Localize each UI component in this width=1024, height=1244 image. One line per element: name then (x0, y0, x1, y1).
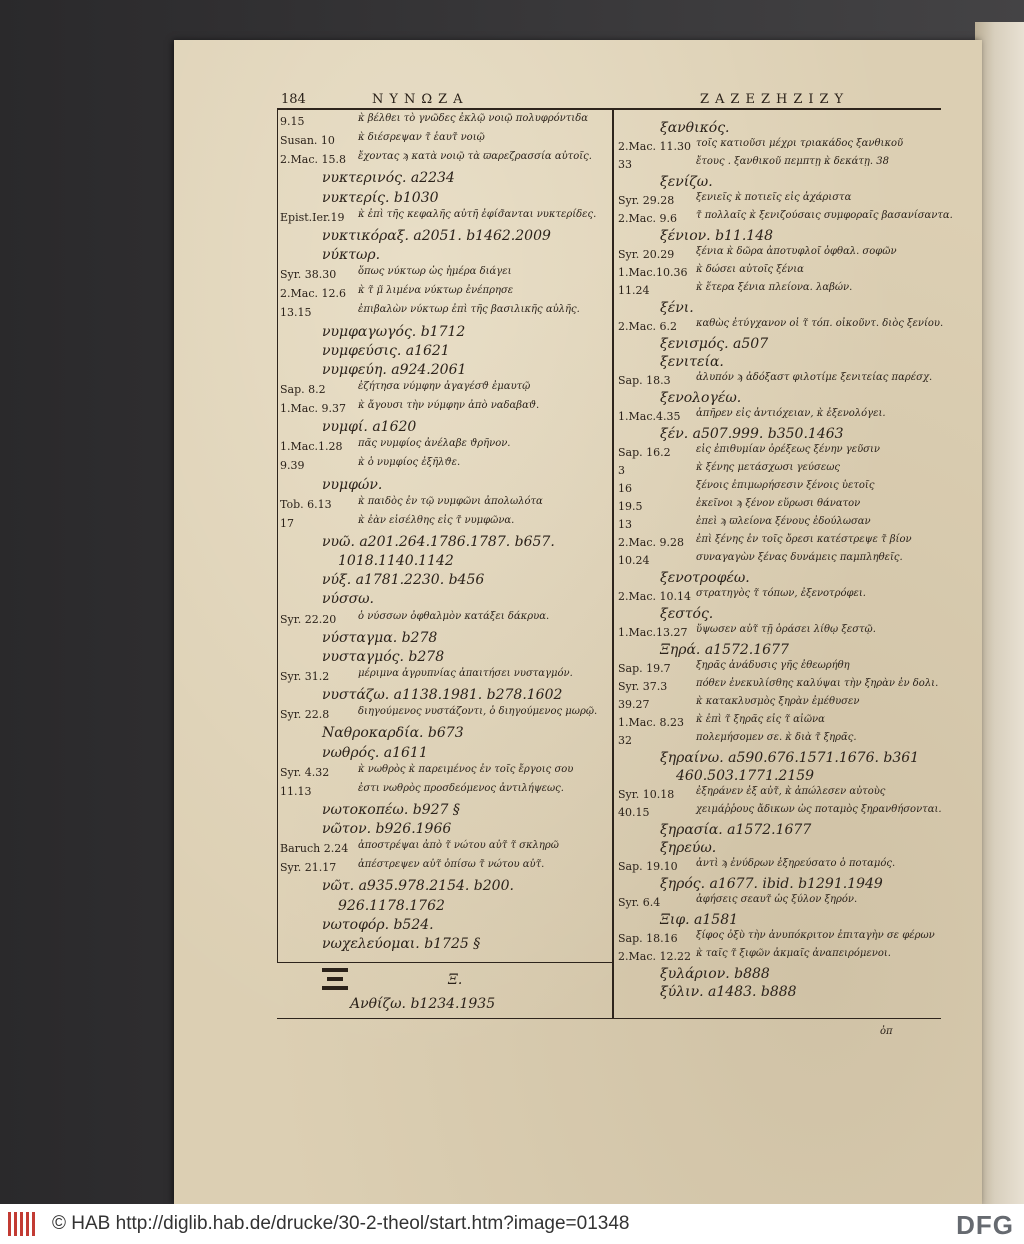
lemma-heading: 1018.1140.1142 (338, 553, 454, 570)
lemma-heading: νυμφεύη. a924.2061 (322, 361, 467, 378)
quotation-text: ἀλυπόν ϡ ἀδόξαστ φιλοτίμε ξενιτείας παρέσχ. (696, 372, 933, 383)
lemma-heading: ξεστός. (660, 606, 714, 622)
entry-reference: 2.Mac. 11.30 (618, 140, 691, 153)
lemma-heading: νυκτικόραξ. a2051. b1462.2009 (322, 227, 551, 244)
quotation-text: ὅπως νύκτωρ ὡς ἡμέρα διάγει (358, 266, 512, 278)
credit-link[interactable]: © HAB http://diglib.hab.de/drucke/30-2-theol/start.htm?image=01348 (52, 1213, 630, 1234)
lemma-heading: ξένιον. b11.148 (660, 228, 774, 244)
entry-reference: Sap. 18.16 (618, 932, 678, 945)
entry-reference: Sap. 19.7 (618, 662, 671, 675)
footer-bar (0, 1204, 1024, 1244)
quotation-text: κ̀ τ̃ μ̃ λιμένα νύκτωρ ἐνέπρησε (358, 285, 514, 297)
entry-reference: Tob. 6.13 (280, 497, 332, 511)
lemma-heading: νῶτον. b926.1966 (322, 821, 452, 838)
quotation-text: πολεμήσομεν σε. κ̀ διὰ τ̃ ξηρᾶς. (696, 732, 857, 743)
xi-letter: Ξ. (448, 972, 463, 988)
lemma-heading: νυμφαγωγός. b1712 (322, 323, 466, 340)
lemma-heading: νυμφεύσις. a1621 (322, 342, 450, 359)
quotation-text: ὕψωσεν αὐτ̃ τῇ ὁράσει λίθῳ ξεστῷ. (696, 624, 876, 635)
entry-reference: Susan. 10 (280, 134, 335, 148)
lemma-heading: ξηρεύω. (660, 840, 717, 856)
quotation-text: ἀπῆρεν εἰς ἀντιόχειαν, κ̀ ἐξενολόγει. (696, 408, 886, 419)
running-head-right: ΖΑΖΕΖΗΖΙΖΥ (700, 92, 850, 107)
entry-reference: 2.Mac. 9.6 (618, 212, 677, 225)
quotation-text: κ̀ δώσει αὐτοῖς ξένια (696, 264, 804, 275)
entry-reference: 9.15 (280, 115, 305, 128)
lemma-heading: νῶτ. a935.978.2154. b200. (322, 878, 514, 895)
quotation-text: ἐπὶ ξένης ἐν τοῖς ὄρεσι κατέστρεψε τ̃ βίον (696, 534, 912, 545)
quotation-text: ἐστι νωθρὸς προσδεόμενος ἀντιλήψεως. (358, 782, 564, 794)
xi-entry: Ανθίζω. b1234.1935 (350, 996, 496, 1012)
running-head-left: ΝΥΝΩΖΑ (372, 92, 469, 107)
lemma-heading: ξενισμός. a507 (660, 336, 769, 352)
quotation-text: κ̀ ξένης μετάσχωσι γεύσεως (696, 462, 840, 473)
lemma-heading: Ναθροκαρδία. b673 (322, 725, 464, 742)
lemma-heading: ξυλάριον. b888 (660, 966, 770, 982)
lemma-heading: ξενοτροφέω. (660, 570, 750, 586)
lemma-heading: ξενολογέω. (660, 390, 742, 406)
entry-reference: 33 (618, 158, 632, 171)
quotation-text: ἀντὶ ϡ ἐνύδρων ἐξηρεύσατο ὁ ποταμός. (696, 858, 896, 869)
column-divider (612, 108, 614, 1018)
quotation-text: ἐπιβαλὼν νύκτωρ ἐπὶ τῆς βασιλικῆς αὐλῆς. (358, 304, 580, 316)
quotation-text: κ̀ βέλθει τὸ γνῶδες ἐκλῷ νοιῷ πολυφρόντιδα (358, 113, 588, 124)
entry-reference: Syr. 22.20 (280, 612, 337, 626)
quotation-text: κ̀ ἄγουσι τὴν νύμφην ἀπὸ ναδαβαϑ. (358, 400, 540, 412)
quotation-text: καθὼς ἐτύγχανον οἱ τ̃ τόπ. οἰκοῦντ. διὸς ξενίου. (696, 318, 944, 329)
lemma-heading: Ξηρά. a1572.1677 (660, 642, 789, 658)
lemma-heading: νωθρός. a1611 (322, 744, 428, 761)
lemma-heading: 926.1178.1762 (338, 897, 445, 914)
lemma-heading: νυκτερινός. a2234 (322, 170, 455, 187)
quotation-text: κ̀ ἐὰν εἰσέλθης εἰς τ̃ νυμφῶνα. (358, 514, 515, 526)
lemma-heading: νωχελεύομαι. b1725 § (322, 935, 481, 952)
quotation-text: ἐκεῖνοι ϡ ξένον εὕρωσι θάνατον (696, 498, 861, 509)
entry-reference: 19.5 (618, 500, 643, 513)
entry-reference: Epist.Ier.19 (280, 210, 345, 224)
entry-reference: 2.Mac. 12.22 (618, 950, 691, 963)
entry-reference: 32 (618, 734, 632, 747)
quotation-text: ἀφήσεις σεαυτ̃ ὡς ξύλον ξηρόν. (696, 894, 858, 905)
entry-reference: Baruch 2.24 (280, 842, 349, 856)
entry-reference: 2.Mac. 6.2 (618, 320, 677, 333)
quotation-text: πᾶς νυμφίος ἀνέλαβε ϑρῆνον. (358, 438, 511, 450)
quotation-text: εἰς ἐπιθυμίαν ὀρέξεως ξένην γεῦσιν (696, 444, 880, 455)
quotation-text: ἐπεὶ ϡ ϖλείονα ξένους ἐδούλωσαν (696, 516, 871, 527)
page-number: 184 (281, 92, 306, 107)
entry-reference: Syr. 31.2 (280, 669, 330, 683)
quotation-text: ξίφος ὀξὺ τὴν ἀνυπόκριτον ἐπιταγὴν σε φέρων (696, 930, 935, 941)
quotation-text: ἔτους . ξανθικοῦ πεμπτῃ κ̀ δεκάτῃ. 38 (696, 156, 890, 167)
lemma-heading: νυμφών. (322, 476, 383, 493)
lemma-heading: νωτοφόρ. b524. (322, 916, 434, 933)
entry-reference: 1.Mac.4.35 (618, 410, 681, 423)
lemma-heading: νυστάζω. a1138.1981. b278.1602 (322, 687, 563, 704)
lemma-heading: ξηραίνω. a590.676.1571.1676. b361 (660, 750, 920, 766)
entry-reference: Syr. 6.4 (618, 896, 661, 909)
hab-logo-icon (8, 1212, 38, 1236)
entry-reference: Sap. 8.2 (280, 382, 326, 396)
entry-reference: Syr. 4.32 (280, 765, 330, 779)
lemma-heading: νυμφί. a1620 (322, 419, 417, 436)
quotation-text: κ̀ νωθρὸς κ̀ παρειμένος ἐν τοῖς ἔργοις σου (358, 763, 574, 775)
entry-reference: 1.Mac. 9.37 (280, 402, 346, 416)
entry-reference: 2.Mac. 12.6 (280, 287, 346, 301)
lemma-heading: Ξιφ. a1581 (660, 912, 739, 928)
entry-reference: 2.Mac. 9.28 (618, 536, 684, 549)
entry-reference: 11.13 (280, 784, 312, 798)
quotation-text: κ̀ διέσρεψαν τ̃ ἑαυτ̃ νοιῷ (358, 132, 485, 144)
entry-reference: 3 (618, 464, 625, 477)
entry-reference: 2.Mac. 10.14 (618, 590, 691, 603)
quotation-text: μέριμνα ἀγρυπνίας ἀπαιτήσει νυσταγμόν. (358, 667, 573, 679)
entry-reference: 11.24 (618, 284, 650, 297)
lemma-heading: ξένι. (660, 300, 694, 316)
quotation-text: ξένοις ἐπιμωρήσεσιν ξένοις ὑετοῖς (696, 480, 875, 491)
lemma-heading: ξενιτεία. (660, 354, 724, 370)
quotation-text: κ̀ ἐπὶ τ̃ ξηρᾶς εἰς τ̃ αἰῶνα (696, 714, 825, 725)
quotation-text: χειμάῤῥους ἄδικων ὡς ποταμὸς ξηρανθήσονται. (696, 804, 942, 815)
entry-reference: Syr. 37.3 (618, 680, 668, 693)
quotation-text: ἀποστρέψαι ἀπὸ τ̃ νώτου αὐτ̃ τ̃ σκληρῶ (358, 840, 559, 852)
quotation-text: κ̀ ἐπὶ τῆς κεφαλῆς αὐτῆ ἐφίσ̃ανται νυκτερίδες. (358, 208, 597, 220)
lemma-heading: νύκτωρ. (322, 246, 381, 263)
entry-reference: 1.Mac. 8.23 (618, 716, 684, 729)
book-edge (975, 22, 1024, 1204)
quotation-text: διηγούμενος νυστάζοντι, ὁ διηγούμενος μωρῷ. (358, 706, 598, 718)
lemma-heading: ξηρασία. a1572.1677 (660, 822, 812, 838)
quotation-text: συναγαγὼν ξένας δυνάμεις παμπληθεῖς. (696, 552, 903, 563)
quotation-text: κ̀ ὁ νυμφίος ἐξῆλϑε. (358, 457, 461, 469)
entry-reference: Syr. 38.30 (280, 268, 337, 282)
bottom-rule (277, 1018, 941, 1019)
entry-reference: Sap. 19.10 (618, 860, 678, 873)
entry-reference: 10.24 (618, 554, 650, 567)
entry-reference: Syr. 21.17 (280, 861, 337, 875)
quotation-text: ἐζήτησα νύμφην ἀγαγέσϑ ἐμαυτῷ (358, 380, 531, 392)
entry-reference: Syr. 29.28 (618, 194, 675, 207)
entry-reference: Syr. 22.8 (280, 708, 330, 722)
entry-reference: 1.Mac.13.27 (618, 626, 688, 639)
lemma-heading: ξύλιν. a1483. b888 (660, 984, 797, 1000)
lemma-heading: νύσσω. (322, 591, 375, 608)
quotation-text: ξένια κ̀ δῶρα ἀποτυφλοῖ ὀφθαλ. σοφῶν (696, 246, 897, 257)
quotation-text: ἔχοντας ϡ κατὰ νοιῷ τὰ ϖαρεζρασσία αὐτοῖς. (358, 151, 592, 163)
quotation-text: ἀπέστρεψεν αὐτ̃ ὀπίσω τ̃ νώτου αὐτ̃. (358, 859, 545, 871)
entry-reference: 2.Mac. 15.8 (280, 153, 346, 167)
quotation-text: ξηρᾶς ἀνάδυσις γῆς ἐθεωρήθη (696, 660, 850, 671)
xi-initial (322, 968, 348, 990)
lemma-heading: ξενίζω. (660, 174, 713, 190)
entry-reference: 13.15 (280, 306, 312, 320)
left-bottom-rule (277, 962, 613, 963)
lemma-heading: ξηρός. a1677. ibid. b1291.1949 (660, 876, 883, 892)
left-rule (277, 108, 278, 963)
quotation-text: ἐξηράνεν ἐξ αὐτ̃, κ̀ ἀπώλεσεν αὐτοὺς (696, 786, 886, 797)
lemma-heading: νυῶ. a201.264.1786.1787. b657. (322, 534, 555, 550)
lemma-heading: νυσταγμός. b278 (322, 648, 445, 665)
lemma-heading: νύξ. a1781.2230. b456 (322, 572, 485, 589)
entry-reference: 1.Mac.1.28 (280, 440, 343, 454)
lemma-heading: νωτοκοπέω. b927 § (322, 801, 460, 818)
top-rule (277, 108, 941, 110)
entry-reference: 17 (280, 516, 294, 530)
quotation-text: ξενιεῖς κ̀ ποτιεῖς εἰς ἀχάριστα (696, 192, 852, 203)
lemma-heading: 460.503.1771.2159 (676, 768, 815, 784)
lemma-heading: νυκτερίς. b1030 (322, 189, 439, 206)
entry-reference: Syr. 10.18 (618, 788, 675, 801)
entry-reference: Sap. 16.2 (618, 446, 671, 459)
entry-reference: 1.Mac.10.36 (618, 266, 688, 279)
quotation-text: κ̀ ταῖς τ̃ ξιφῶν ἀκμαῖς ἀναπειρόμενοι. (696, 948, 891, 959)
entry-reference: 13 (618, 518, 632, 531)
quotation-text: κ̀ ἕτερα ξένια πλείονα. λαβών. (696, 282, 853, 293)
entry-reference: Sap. 18.3 (618, 374, 671, 387)
entry-reference: 9.39 (280, 459, 305, 473)
quotation-text: τ̃ πολλαῖς κ̀ ξενιζούσαις συμφοραῖς βασανίσαντα. (696, 210, 953, 221)
entry-reference: 40.15 (618, 806, 650, 819)
quotation-text: κ̀ κατακλυσμὸς ξηρὰν ἐμέθυσεν (696, 696, 860, 707)
quotation-text: κ̀ παιδὸς ἐν τῷ νυμφῶνι ἀπολωλότα (358, 495, 543, 507)
lemma-heading: νύσταγμα. b278 (322, 629, 438, 646)
quotation-text: στρατηγὸς τ̃ τόπων, ἐξενοτρόφει. (696, 588, 866, 599)
entry-reference: Syr. 20.29 (618, 248, 675, 261)
lemma-heading: ξέν. a507.999. b350.1463 (660, 426, 844, 442)
quotation-text: ὁ νύσσων ὀφθαλμὸν κατάξει δάκρυα. (358, 610, 550, 622)
entry-reference: 39.27 (618, 698, 650, 711)
dfg-logo: DFG (956, 1210, 1014, 1240)
catchword: ὀπ (880, 1026, 893, 1037)
lemma-heading: ξανθικός. (660, 120, 730, 136)
quotation-text: πόθεν ἐνεκυλίσθης καλύψαι τὴν ξηρὰν ἐν δολι. (696, 678, 939, 689)
quotation-text: τοῖς κατιοῦσι μέχρι τριακάδος ξανθικοῦ (696, 138, 904, 149)
entry-reference: 16 (618, 482, 632, 495)
